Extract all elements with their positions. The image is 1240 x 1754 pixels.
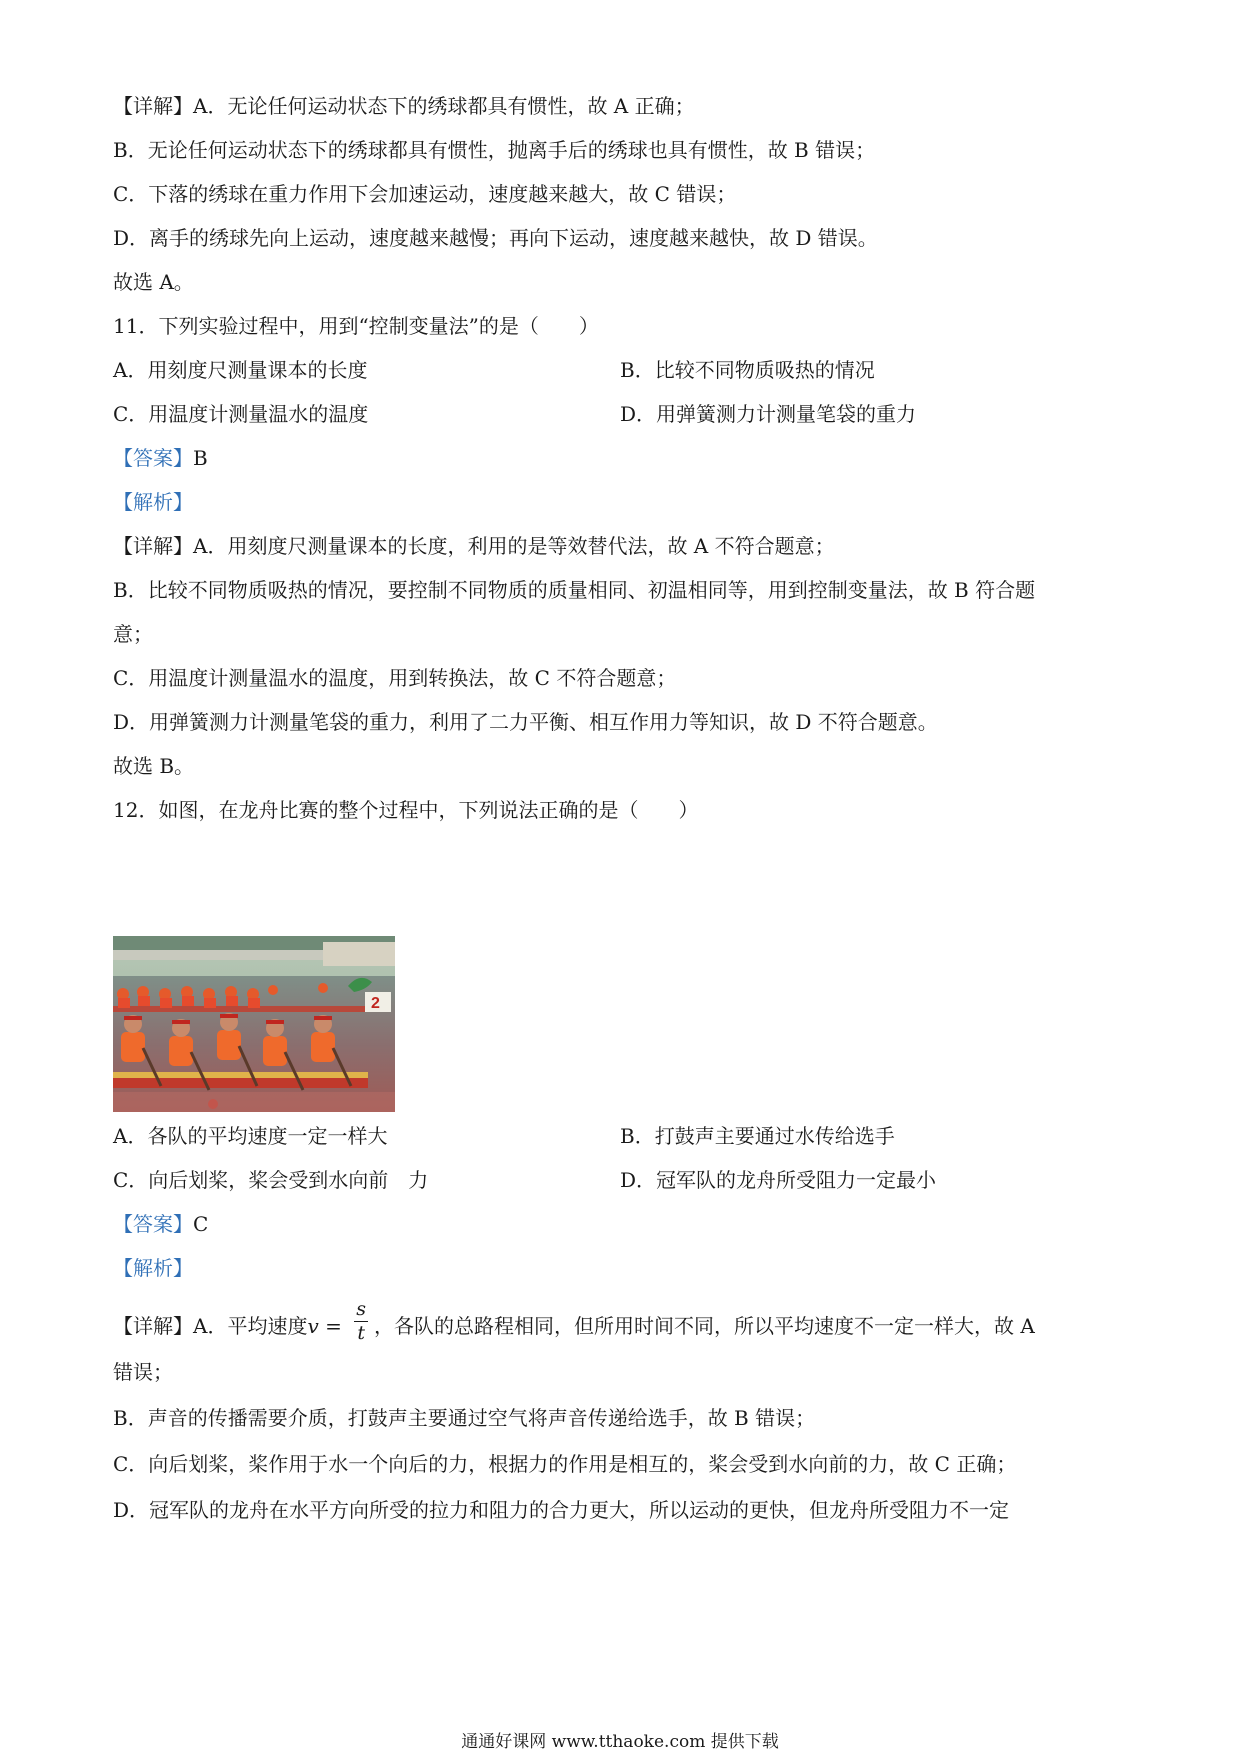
detail-line-2: B．无论任何运动状态下的绣球都具有惯性，抛离手后的绣球也具有惯性，故 B 错误；	[113, 138, 876, 162]
q12-detail-d: D．冠军队的龙舟在水平方向所受的拉力和阻力的合力更大，所以运动的更快，但龙舟所受阻力不一定	[113, 1498, 1010, 1522]
detail-tag: 【详解】	[113, 1314, 193, 1338]
q12-detail-c: C．向后划桨，桨作用于水一个向后的力，根据力的作用是相互的，桨会受到水向前的力，故 C 正确；	[113, 1452, 1017, 1476]
detail-text: A．无论任何运动状态下的绣球都具有惯性，故 A 正确；	[193, 94, 695, 118]
q12-option-a: A．各队的平均速度一定一样大	[113, 1124, 388, 1148]
q11-detail-c: C．用温度计测量温水的温度，用到转换法，故 C 不符合题意；	[113, 666, 677, 690]
detail-line-3: C．下落的绣球在重力作用下会加速运动，速度越来越大，故 C 错误；	[113, 182, 737, 206]
answer-tag: 【答案】	[113, 446, 193, 470]
q12-detail-a-cont: 错误；	[113, 1360, 173, 1384]
q12-detail-a	[113, 1298, 1035, 1348]
q12-option-c: C．向后划桨，桨会受到水向前 力	[113, 1168, 429, 1192]
detail-text-post: ，各队的总路程相同，但所用时间不同，所以平均速度不一定一样大，故 A	[374, 1314, 1035, 1338]
choose-line: 故选 A。	[113, 270, 194, 294]
detail-text: A．用刻度尺测量课本的长度，利用的是等效替代法，故 A 不符合题意；	[193, 534, 835, 558]
q11-answer	[113, 444, 208, 472]
boat-number: 2	[371, 995, 380, 1012]
q11-detail-d: D．用弹簧测力计测量笔袋的重力，利用了二力平衡、相互作用力等知识，故 D 不符合题意。	[113, 710, 938, 734]
q11-detail-a	[113, 532, 835, 560]
q11-option-d: D．用弹簧测力计测量笔袋的重力	[620, 402, 917, 426]
q12-option-d: D．冠军队的龙舟所受阻力一定最小	[620, 1168, 937, 1192]
detail-tag: 【详解】	[113, 94, 193, 118]
q11-detail-b-cont: 意；	[113, 622, 153, 646]
q11-detail-b: B．比较不同物质吸热的情况，要控制不同物质的质量相同、初温相同等，用到控制变量法，故 B 符合题	[113, 578, 1036, 602]
detail-text-pre: A．平均速度	[193, 1314, 308, 1338]
q11-option-b: B．比较不同物质吸热的情况	[620, 358, 875, 382]
question-12: 12．如图，在龙舟比赛的整个过程中，下列说法正确的是（ ）	[113, 798, 699, 822]
answer-value: C	[193, 1212, 209, 1236]
q11-option-a: A．用刻度尺测量课本的长度	[113, 358, 368, 382]
q11-option-c: C．用温度计测量温水的温度	[113, 402, 369, 426]
detail-line-1	[113, 92, 695, 120]
dragon-boat-photo	[113, 936, 395, 1112]
speed-fraction	[354, 1300, 368, 1343]
q12-answer	[113, 1210, 208, 1238]
fraction-denominator: t	[357, 1322, 365, 1344]
equals-sign: =	[318, 1314, 349, 1338]
question-11: 11．下列实验过程中，用到“控制变量法”的是（ ）	[113, 314, 599, 338]
detail-line-4: D．离手的绣球先向上运动，速度越来越慢；再向下运动，速度越来越快，故 D 错误。	[113, 226, 878, 250]
q12-detail-b: B．声音的传播需要介质，打鼓声主要通过空气将声音传递给选手，故 B 错误；	[113, 1406, 816, 1430]
detail-tag: 【详解】	[113, 534, 193, 558]
answer-tag: 【答案】	[113, 1212, 193, 1236]
answer-value: B	[193, 446, 208, 470]
page-footer: 通通好课网 www.tthaoke.com 提供下载	[461, 1732, 779, 1752]
q11-analysis-tag: 【解析】	[113, 490, 193, 514]
q12-option-b: B．打鼓声主要通过水传给选手	[620, 1124, 895, 1148]
velocity-symbol: v	[307, 1314, 319, 1338]
q12-analysis-tag: 【解析】	[113, 1256, 193, 1280]
q11-choose: 故选 B。	[113, 754, 195, 778]
fraction-numerator: s	[356, 1298, 367, 1320]
